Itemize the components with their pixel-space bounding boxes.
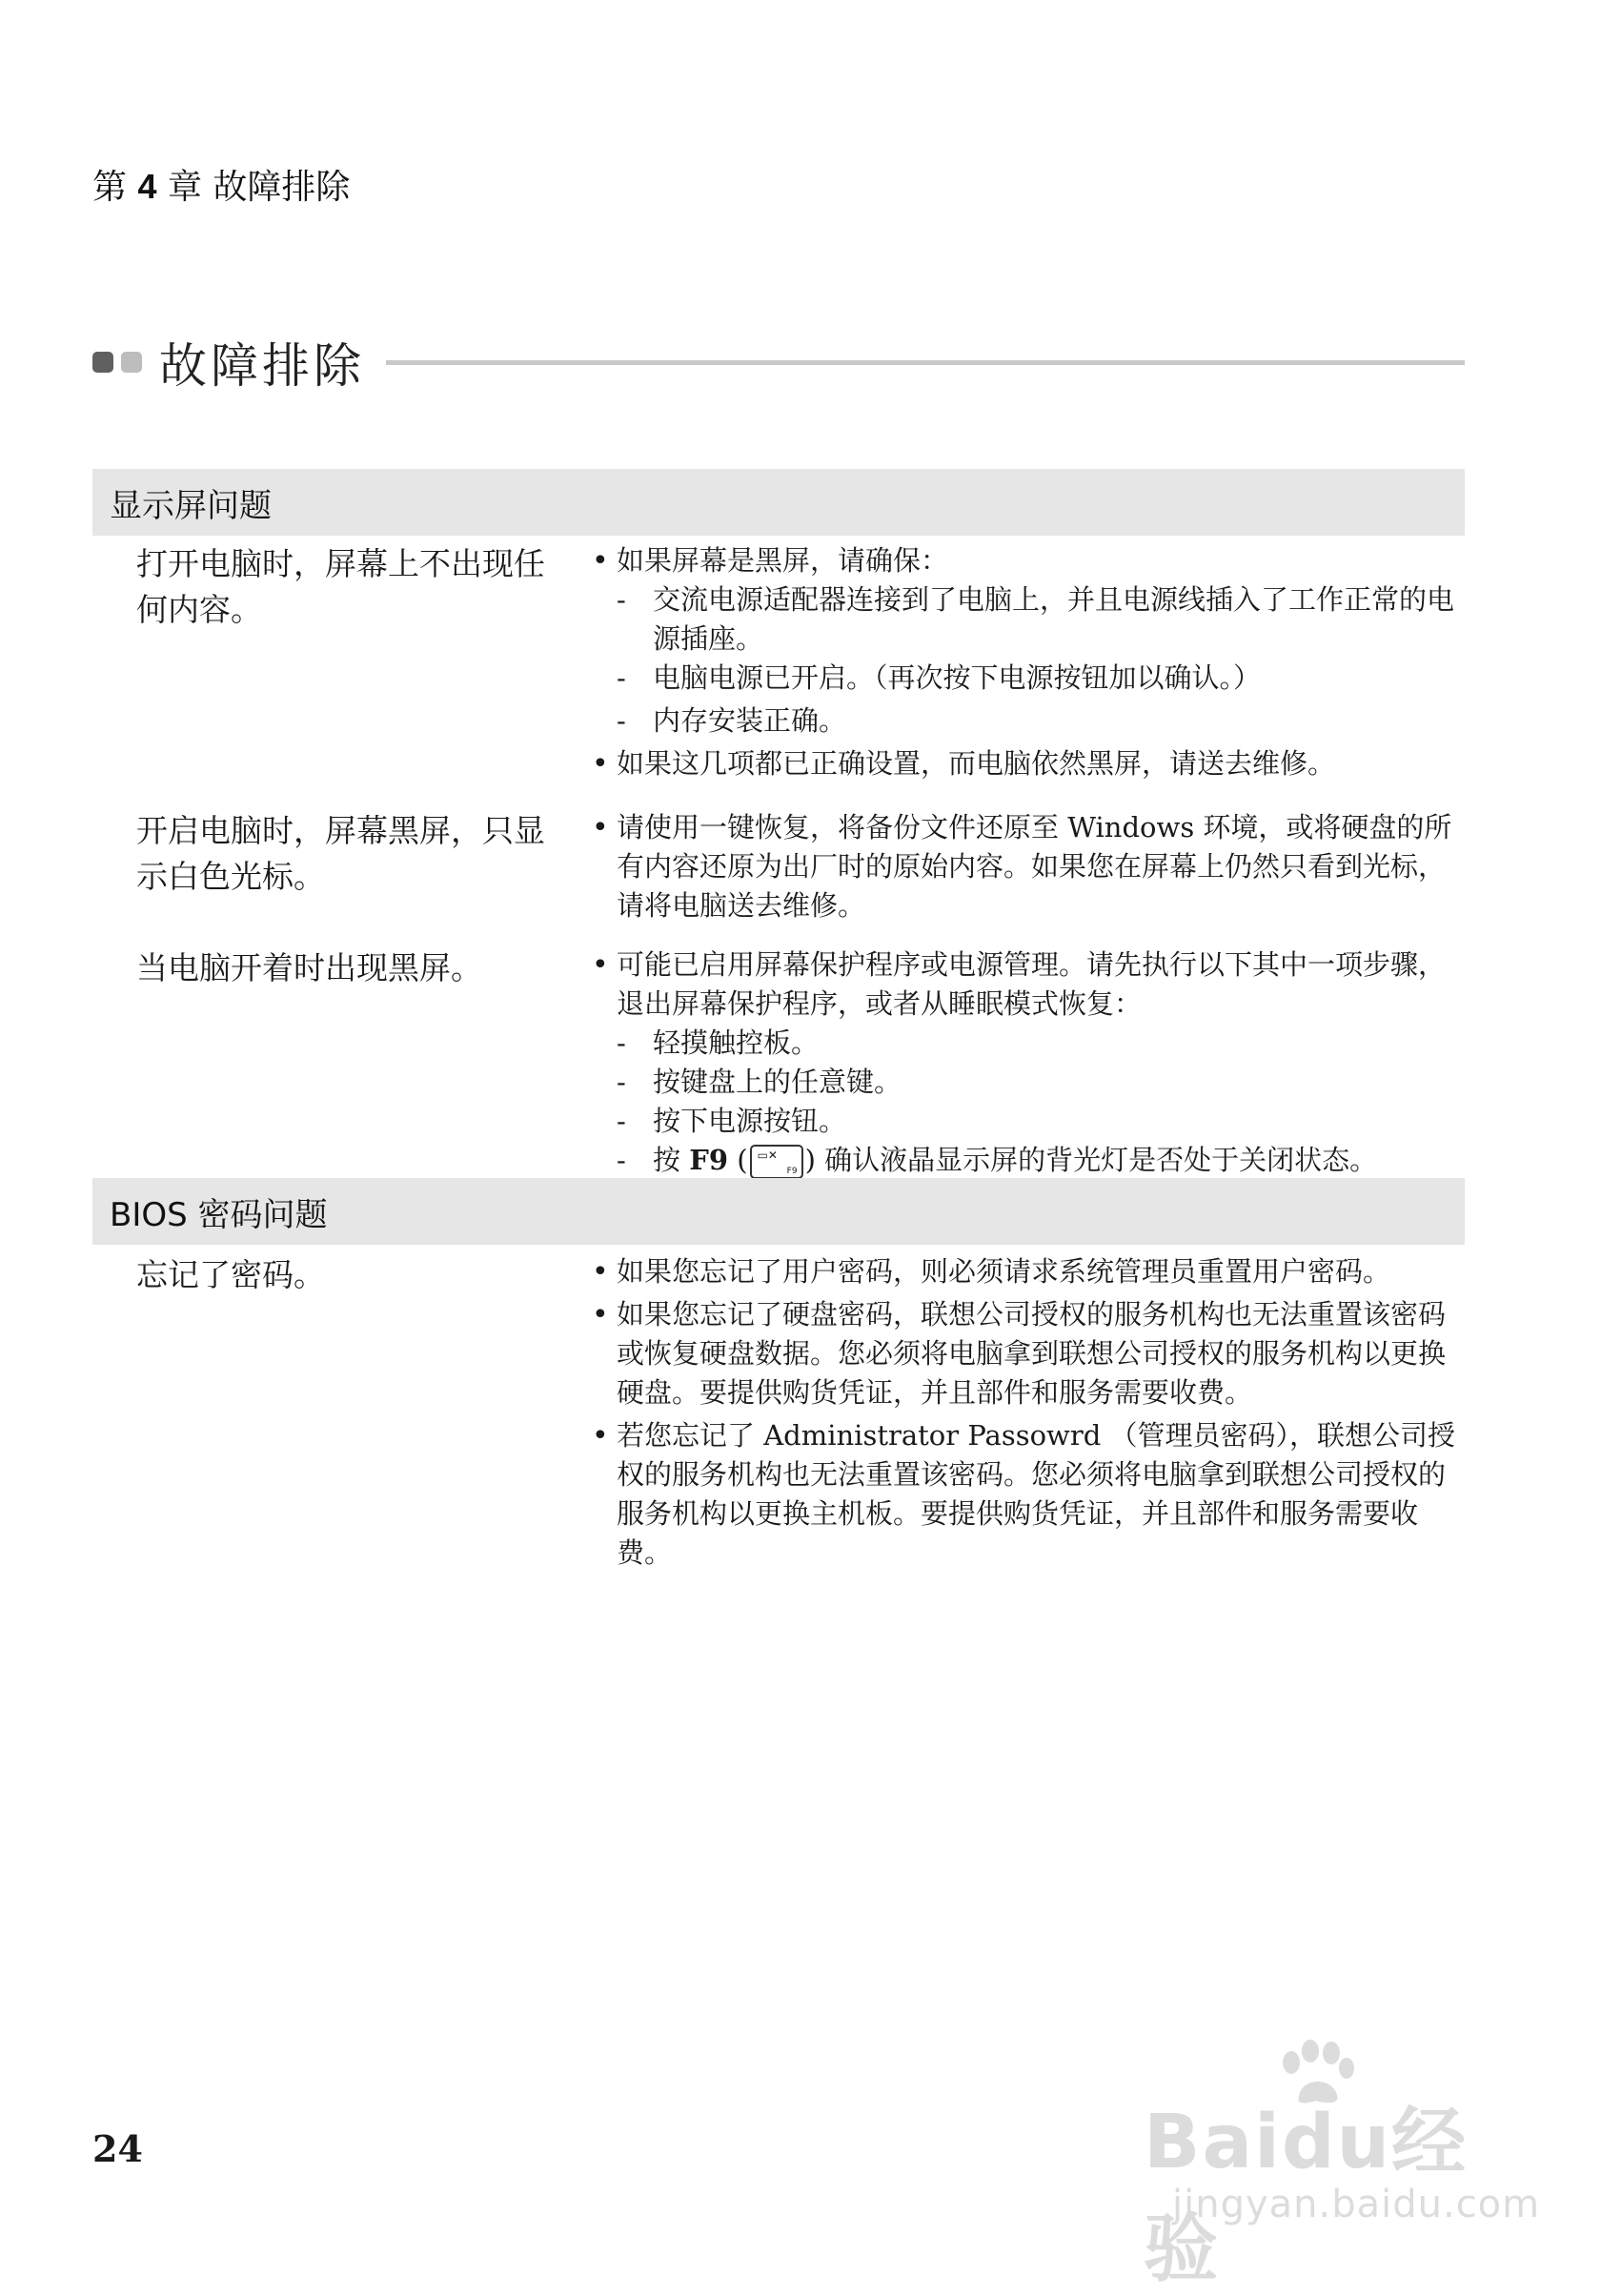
- problem-text: 当电脑开着时出现黑屏。: [136, 949, 482, 986]
- dash-item: - 按键盘上的任意键。: [588, 1063, 1460, 1102]
- title-rule: [386, 360, 1465, 365]
- section-title: [92, 329, 1465, 396]
- solution-text: [588, 541, 1460, 783]
- dash-item: - 按下电源按钮。: [588, 1102, 1460, 1141]
- dash-item: - 轻摸触控板。: [588, 1024, 1460, 1063]
- display-off-key-icon: ▭✕ F9: [750, 1145, 803, 1179]
- dash-item: - 电脑电源已开启。（再次按下电源按钮加以确认。）: [588, 659, 1460, 698]
- baidu-watermark: Baidu经验 jingyan.baidu.com: [1144, 2040, 1525, 2230]
- bios-password-header: BIOS 密码问题: [92, 1178, 1465, 1245]
- light-square-icon: [121, 352, 142, 373]
- bullet-item: • 如果您忘记了硬盘密码，联想公司授权的服务机构也无法重置该密码或恢复硬盘数据。您必须将电脑拿到联想公司授权的服务机构以更换硬盘。要提供购货凭证，并且部件和服务需要收费。: [588, 1295, 1460, 1412]
- bullet-item: • 如果这几项都已正确设置，而电脑依然黑屏，请送去维修。: [588, 744, 1460, 783]
- page-number: 24: [92, 2127, 143, 2170]
- display-problems-header: 显示屏问题: [92, 469, 1465, 536]
- dark-square-icon: [92, 352, 113, 373]
- problem-text: 打开电脑时，屏幕上不出现任何内容。: [136, 545, 545, 628]
- problem-text: 忘记了密码。: [136, 1256, 325, 1293]
- bullet-item: • 请使用一键恢复，将备份文件还原至 Windows 环境，或将硬盘的所有内容还原为出厂时的原始内容。如果您在屏幕上仍然只看到光标，请将电脑送去维修。: [588, 808, 1460, 925]
- solution-text: [588, 1252, 1460, 1573]
- dash-item: - 交流电源适配器连接到了电脑上，并且电源线插入了工作正常的电源插座。: [588, 580, 1460, 659]
- section-title-text: 故障排除: [159, 338, 365, 394]
- chapter-heading: 第 4 章 故障排除: [92, 167, 351, 207]
- bullet-item: • 若您忘记了 Administrator Passowrd （管理员密码），联想公司授权的服务机构也无法重置该密码。您必须将电脑拿到联想公司授权的服务机构以更换主机板。要提供购货凭证，并且部件和服务需要收费。: [588, 1416, 1460, 1573]
- bullet-item: • 可能已启用屏幕保护程序或电源管理。请先执行以下其中一项步骤，退出屏幕保护程序，或者从睡眠模式恢复：: [588, 945, 1460, 1024]
- solution-text: [588, 945, 1460, 1180]
- bullet-item: • 如果屏幕是黑屏，请确保：: [588, 541, 1460, 580]
- problem-text: 开启电脑时，屏幕黑屏，只显示白色光标。: [136, 812, 545, 895]
- bullet-item: • 如果您忘记了用户密码，则必须请求系统管理员重置用户密码。: [588, 1252, 1460, 1291]
- dash-item: - 内存安装正确。: [588, 701, 1460, 741]
- solution-text: [588, 808, 1460, 925]
- dash-item: - 按 F9 ( ▭✕ F9 ) 确认液晶显示屏的背光灯是否处于关闭状态。: [588, 1141, 1460, 1180]
